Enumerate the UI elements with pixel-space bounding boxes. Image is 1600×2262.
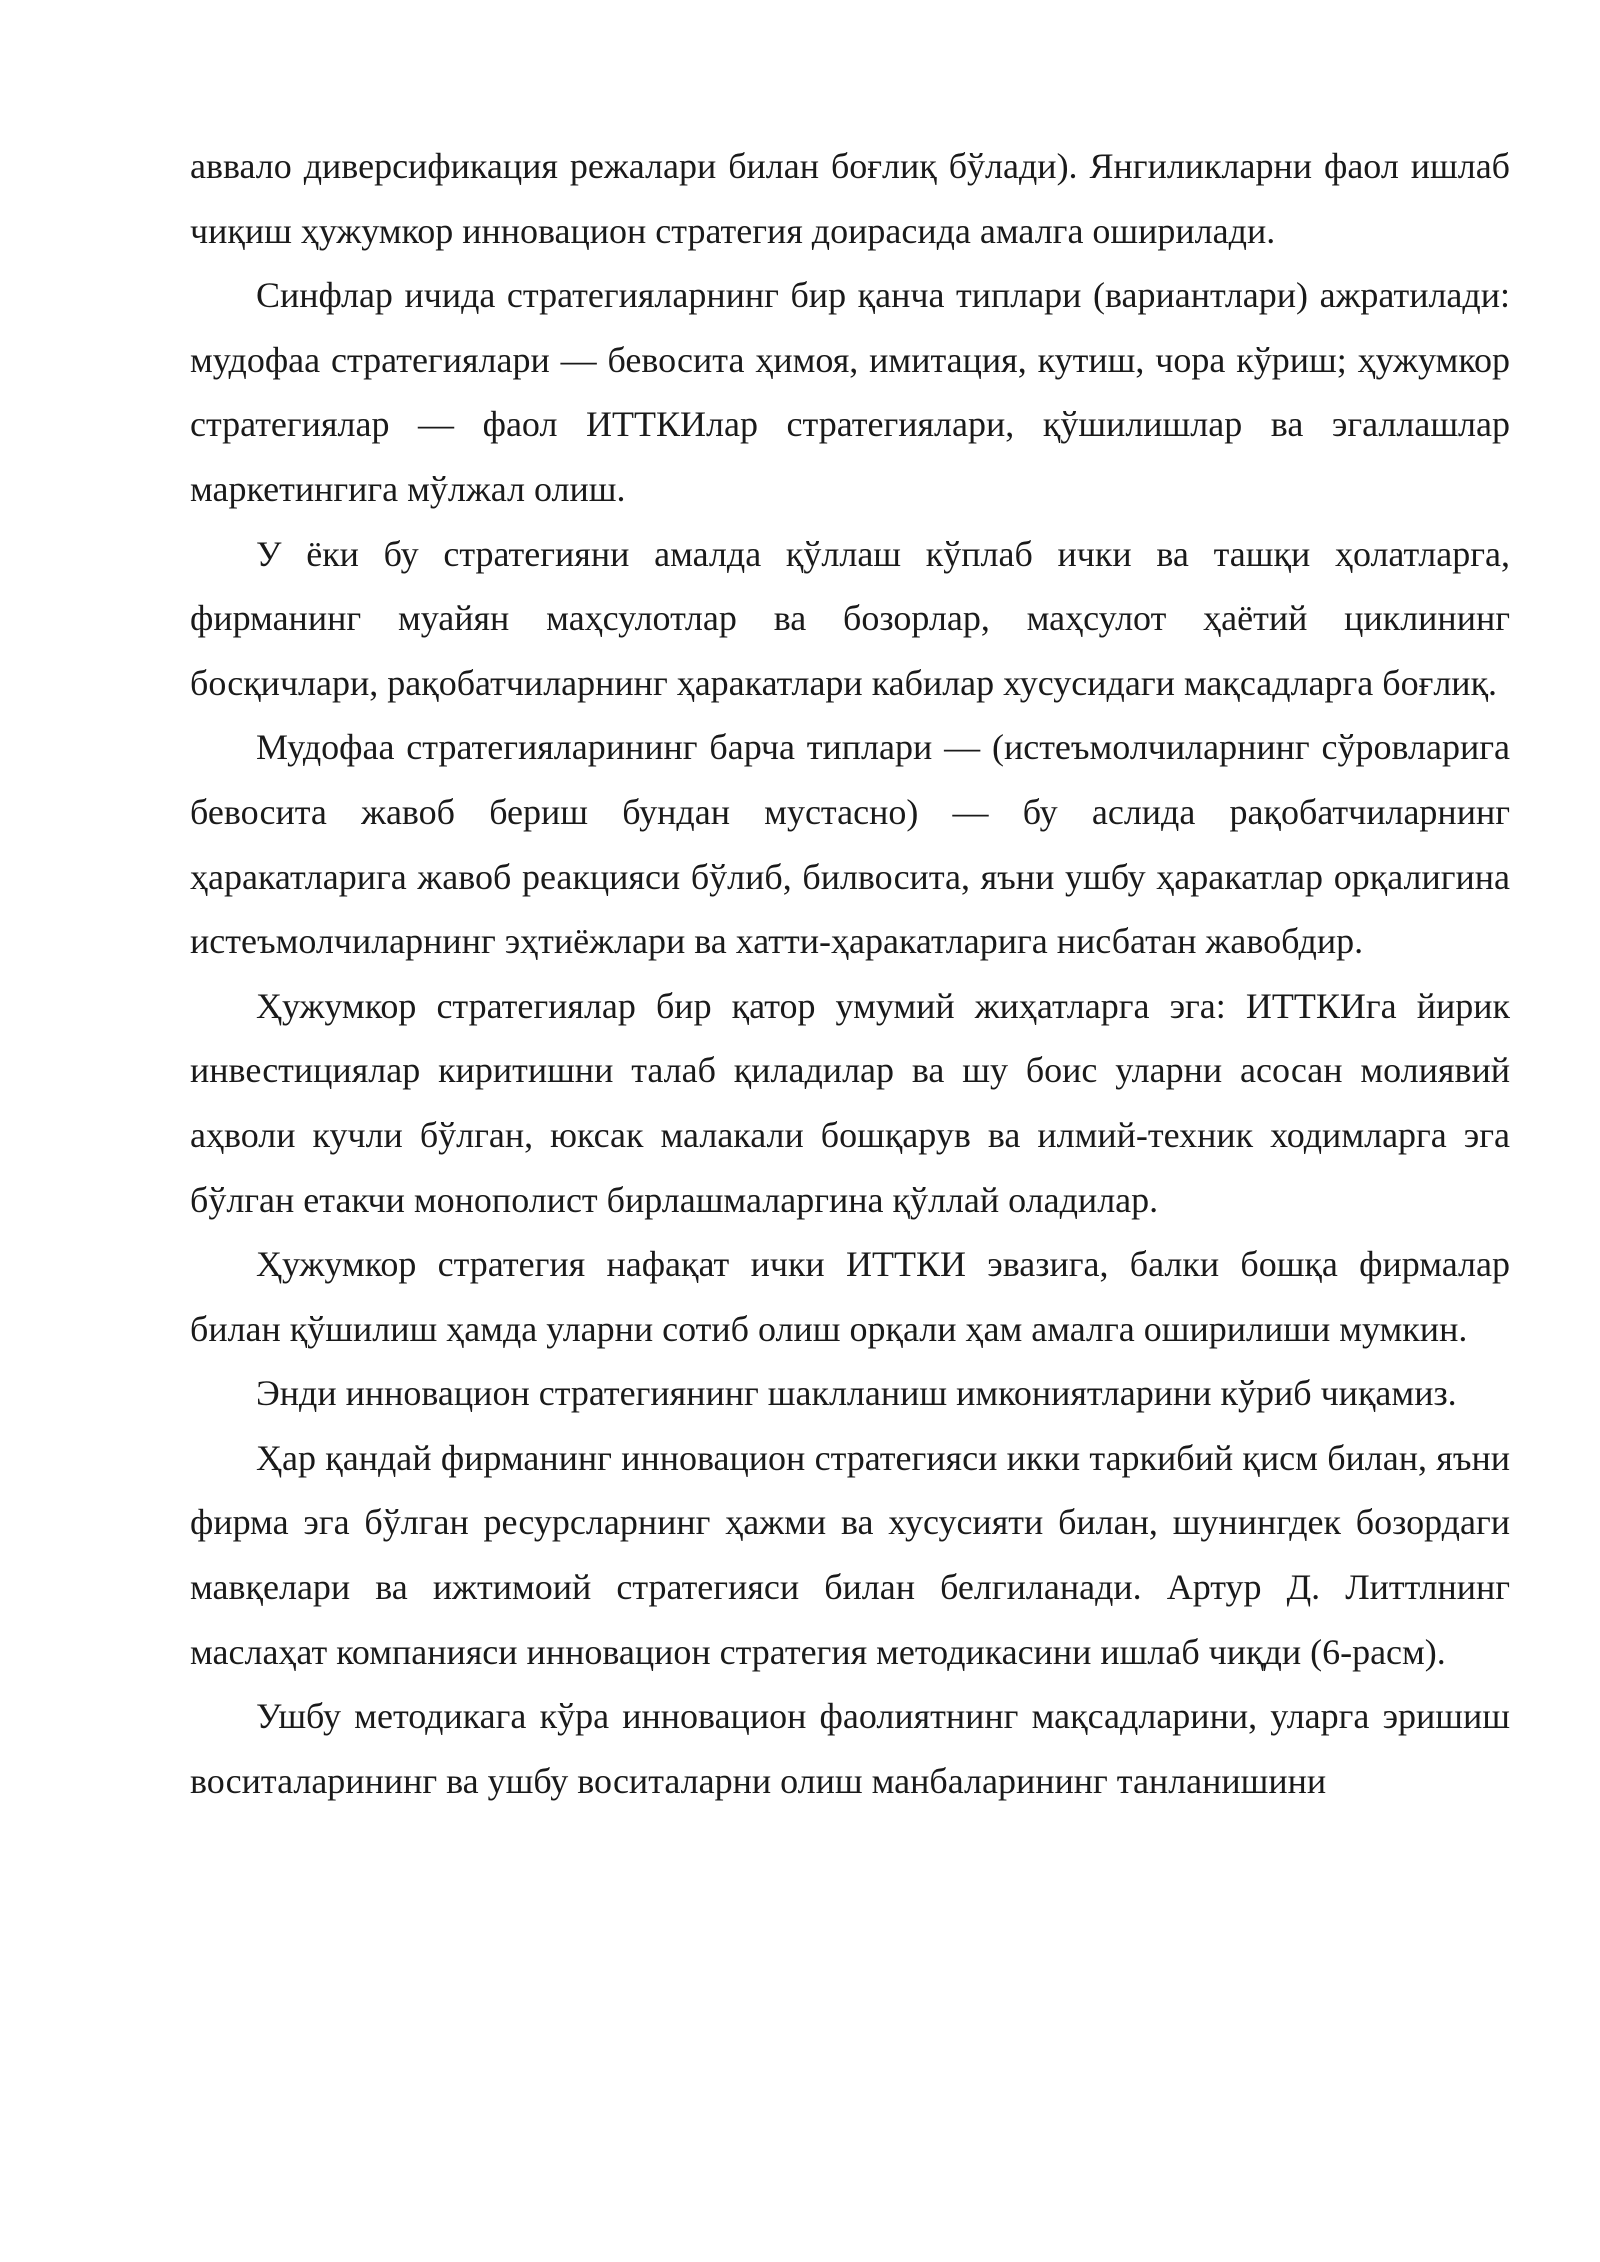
paragraph-innovation-components: Ҳар қандай фирманинг инновацион стратегияси икки таркибий қисм билан, яъни фирма эга бўлган ресурсларнинг ҳажми ва хусусияти билан, шунингдек бозордаги мавқелари ва ижтимоий стратегияси билан белгиланади. Артур Д. Литтлнинг маслаҳат компанияси инновацион стратегия методикасини ишлаб чиқди (6-расм). xyxy=(190,1437,1510,1672)
paragraph-formation-intro: Энди инновацион стратегиянинг шаклланиш имкониятларини кўриб чиқамиз. xyxy=(256,1373,1457,1414)
paragraph-offensive-strategies: Ҳужумкор стратегиялар бир қатор умумий жиҳатларга эга: ИТТКИга йирик инвестициялар киритишни талаб қиладилар ва шу боис уларни асосан молиявий аҳволи кучли бўлган, юксак малакали бошқарув ва илмий-техник ходимларга эга бўлган етакчи монополист бирлашмаларгина қўллай оладилар. xyxy=(190,985,1510,1220)
paragraph-continuation: аввало диверсификация режалари билан боғлиқ бўлади). Янгиликларни фаол ишлаб чиқиш ҳужумкор инновацион стратегия доирасида амалга оширилади. xyxy=(190,146,1510,251)
paragraph-defensive-strategies: Мудофаа стратегияларининг барча типлари — (истеъмолчиларнинг сўровларига бевосита жавоб бериш бундан мустасно) — бу аслида рақобатчиларнинг ҳаракатларига жавоб реакцияси бўлиб, билвосита, яъни ушбу ҳаракатлар орқалигина истеъмолчиларнинг эҳтиёжлари ва хатти-ҳаракатларига нисбатан жавобдир. xyxy=(190,727,1510,962)
paragraph-strategy-application: У ёки бу стратегияни амалда қўллаш кўплаб ички ва ташқи ҳолатларга, фирманинг муайян маҳсулотлар ва бозорлар, маҳсулот ҳаётий циклининг босқичлари, рақобатчиларнинг ҳаракатлари кабилар хусусидаги мақсадларга боғлиқ. xyxy=(190,533,1510,703)
paragraph-strategy-types: Синфлар ичида стратегияларнинг бир қанча типлари (вариантлари) ажратилади: мудофаа стратегиялари — бевосита ҳимоя, имитация, кутиш, чора кўриш; ҳужумкор стратегиялар — фаол ИТТКИлар стратегиялари, қўшилишлар ва эгаллашлар маркетингига мўлжал олиш. xyxy=(190,275,1510,509)
document-page xyxy=(190,134,1510,1813)
paragraph-offensive-mergers: Ҳужумкор стратегия нафақат ички ИТТКИ эвазига, балки бошқа фирмалар билан қўшилиш ҳамда уларни сотиб олиш орқали ҳам амалга оширилиши мумкин. xyxy=(190,1244,1510,1349)
paragraph-methodology: Ушбу методикага кўра инновацион фаолиятнинг мақсадларини, уларга эришиш воситаларининг ва ушбу воситаларни олиш манбаларининг танланишини xyxy=(190,1696,1510,1801)
